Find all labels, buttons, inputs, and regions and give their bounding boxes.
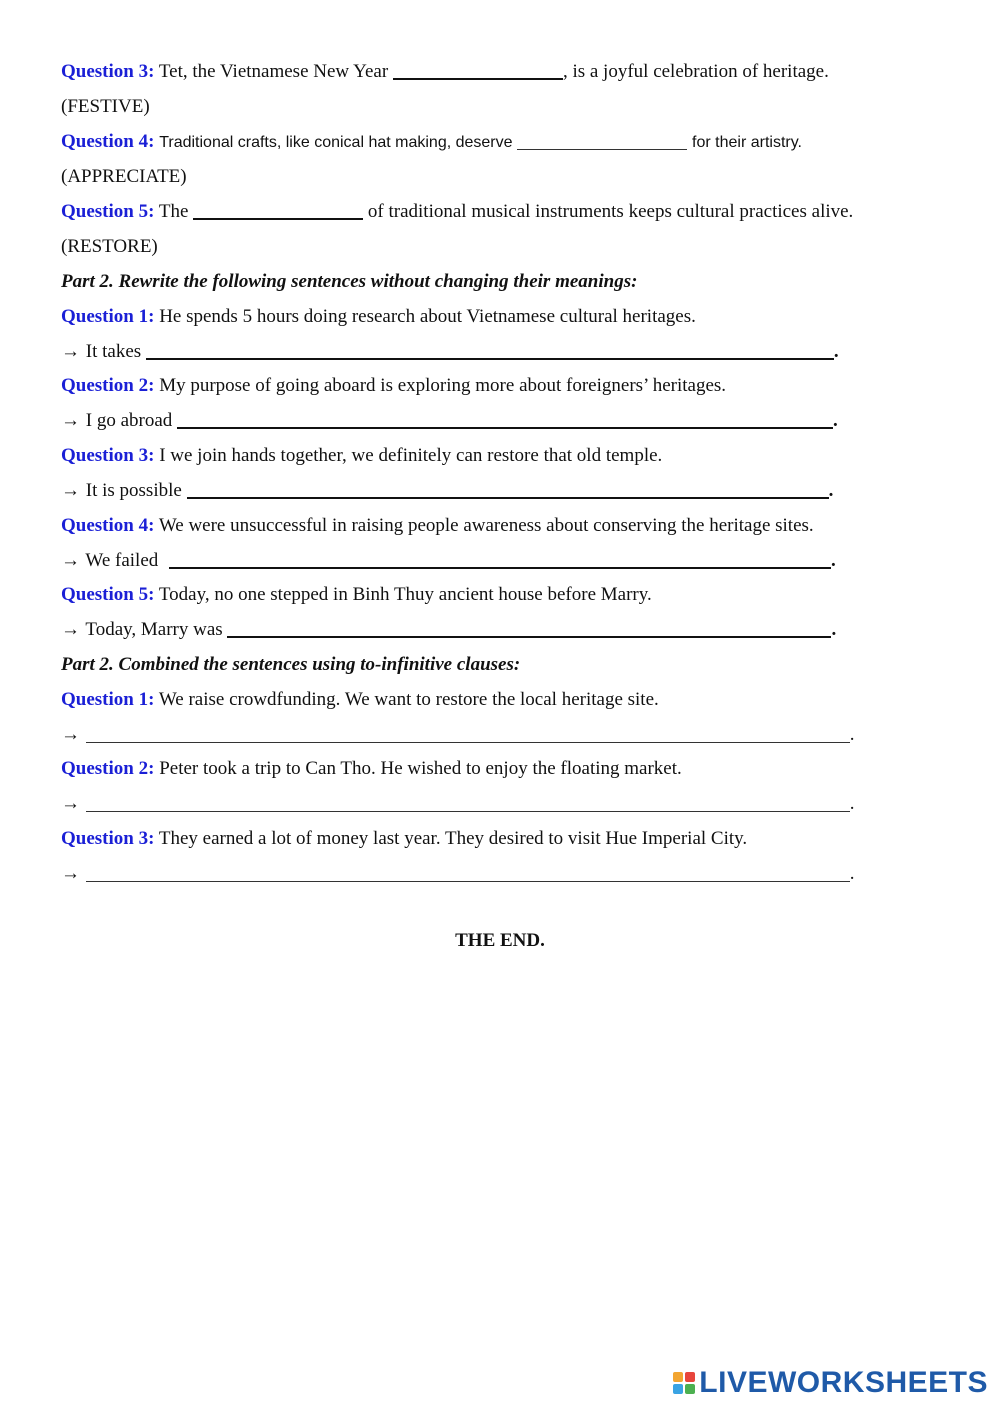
rewrite-answer-5	[61, 618, 836, 642]
combine-question-1	[61, 688, 659, 712]
question-text: , is a joyful celebration of heritage.	[562, 61, 829, 82]
part1-question-3	[61, 60, 829, 84]
arrow-icon: →	[61, 863, 80, 884]
rewrite-question-5	[61, 583, 652, 607]
end-mark: .	[833, 341, 839, 362]
word-hint: (FESTIVE)	[61, 96, 150, 117]
combine-question-2	[61, 757, 682, 781]
question-label: Question 2:	[61, 375, 155, 396]
answer-blank[interactable]	[177, 409, 833, 429]
question-text: Today, no one stepped in Binh Thuy ancient house before Marry.	[158, 584, 652, 605]
question-label: Question 3:	[61, 828, 155, 849]
arrow-icon: →	[61, 410, 80, 431]
combine-question-3	[61, 827, 747, 851]
end-mark: .	[833, 410, 838, 431]
rewrite-answer-4	[61, 549, 836, 573]
question-text: of traditional musical instruments keeps cultural practices alive.	[367, 201, 854, 222]
arrow-icon: →	[61, 341, 80, 362]
answer-blank[interactable]	[517, 131, 687, 150]
answer-blank[interactable]	[146, 340, 834, 360]
liveworksheets-logo[interactable]	[673, 1366, 988, 1400]
question-label: Question 2:	[61, 758, 155, 779]
answer-blank[interactable]	[169, 549, 831, 569]
answer-blank[interactable]	[227, 618, 831, 638]
question-text: We were unsuccessful in raising people awareness about conserving the heritage sites.	[158, 515, 814, 536]
answer-blank[interactable]	[86, 793, 850, 812]
section-heading: Part 2. Combined the sentences using to-infinitive clauses:	[61, 654, 521, 675]
arrow-icon: →	[61, 724, 80, 745]
rewrite-answer-1	[61, 340, 839, 364]
question-text: for their artistry.	[692, 134, 802, 151]
answer-blank[interactable]	[187, 479, 829, 499]
answer-blank[interactable]	[86, 724, 850, 743]
end-mark: .	[849, 863, 855, 884]
question-label: Question 1:	[61, 689, 155, 710]
part1-question-4	[61, 130, 802, 155]
question-label: Question 5:	[61, 201, 155, 222]
word-hint: (RESTORE)	[61, 236, 158, 257]
answer-prompt: It takes	[85, 341, 142, 362]
rewrite-question-2	[61, 374, 726, 398]
question-label: Question 1:	[61, 306, 155, 327]
end-mark: .	[831, 619, 837, 640]
arrow-icon: →	[61, 480, 80, 501]
answer-prompt: We failed	[85, 550, 159, 571]
section-heading: Part 2. Rewrite the following sentences without changing their meanings:	[61, 271, 638, 292]
answer-blank[interactable]	[393, 60, 563, 80]
end-mark: .	[831, 550, 836, 571]
question-text: They earned a lot of money last year. They desired to visit Hue Imperial City.	[158, 828, 748, 849]
end-mark: .	[828, 480, 834, 501]
rewrite-question-1	[61, 305, 696, 329]
question-text: Tet, the Vietnamese New Year	[158, 61, 389, 82]
word-hint: (APPRECIATE)	[61, 166, 187, 187]
question-label: Question 5:	[61, 584, 155, 605]
question-label: Question 3:	[61, 61, 155, 82]
question-text: Traditional crafts, like conical hat making, deserve	[159, 134, 513, 151]
answer-blank[interactable]	[86, 863, 850, 882]
question-text: We raise crowdfunding. We want to restore the local heritage site.	[158, 689, 659, 710]
answer-prompt: I go abroad	[85, 410, 173, 431]
question-text: I we join hands together, we definitely can restore that old temple.	[159, 445, 663, 466]
answer-blank[interactable]	[193, 200, 363, 220]
combine-answer-2	[61, 792, 855, 816]
the-end-label: THE END.	[455, 930, 545, 951]
arrow-icon: →	[61, 793, 80, 814]
end-mark: .	[849, 793, 855, 814]
question-text: He spends 5 hours doing research about Vietnamese cultural heritages.	[159, 306, 696, 327]
arrow-icon: →	[61, 550, 80, 571]
combine-answer-3	[61, 862, 855, 886]
part1-question-5	[61, 200, 853, 224]
rewrite-question-3	[61, 444, 662, 468]
rewrite-answer-2	[61, 409, 838, 433]
rewrite-question-4	[61, 514, 814, 538]
answer-prompt: Today, Marry was	[85, 619, 223, 640]
question-label: Question 4:	[61, 515, 155, 536]
question-text: My purpose of going aboard is exploring more about foreigners’ heritages.	[159, 375, 727, 396]
question-label: Question 4:	[61, 131, 155, 152]
question-text: The	[158, 201, 189, 222]
answer-prompt: It is possible	[85, 480, 182, 501]
end-mark: .	[849, 724, 855, 745]
logo-grid-icon	[673, 1372, 695, 1394]
question-label: Question 3:	[61, 445, 155, 466]
logo-text: LIVEWORKSHEETS	[699, 1366, 988, 1399]
combine-answer-1	[61, 723, 855, 747]
arrow-icon: →	[61, 619, 80, 640]
question-text: Peter took a trip to Can Tho. He wished to enjoy the floating market.	[159, 758, 682, 779]
rewrite-answer-3	[61, 479, 833, 503]
